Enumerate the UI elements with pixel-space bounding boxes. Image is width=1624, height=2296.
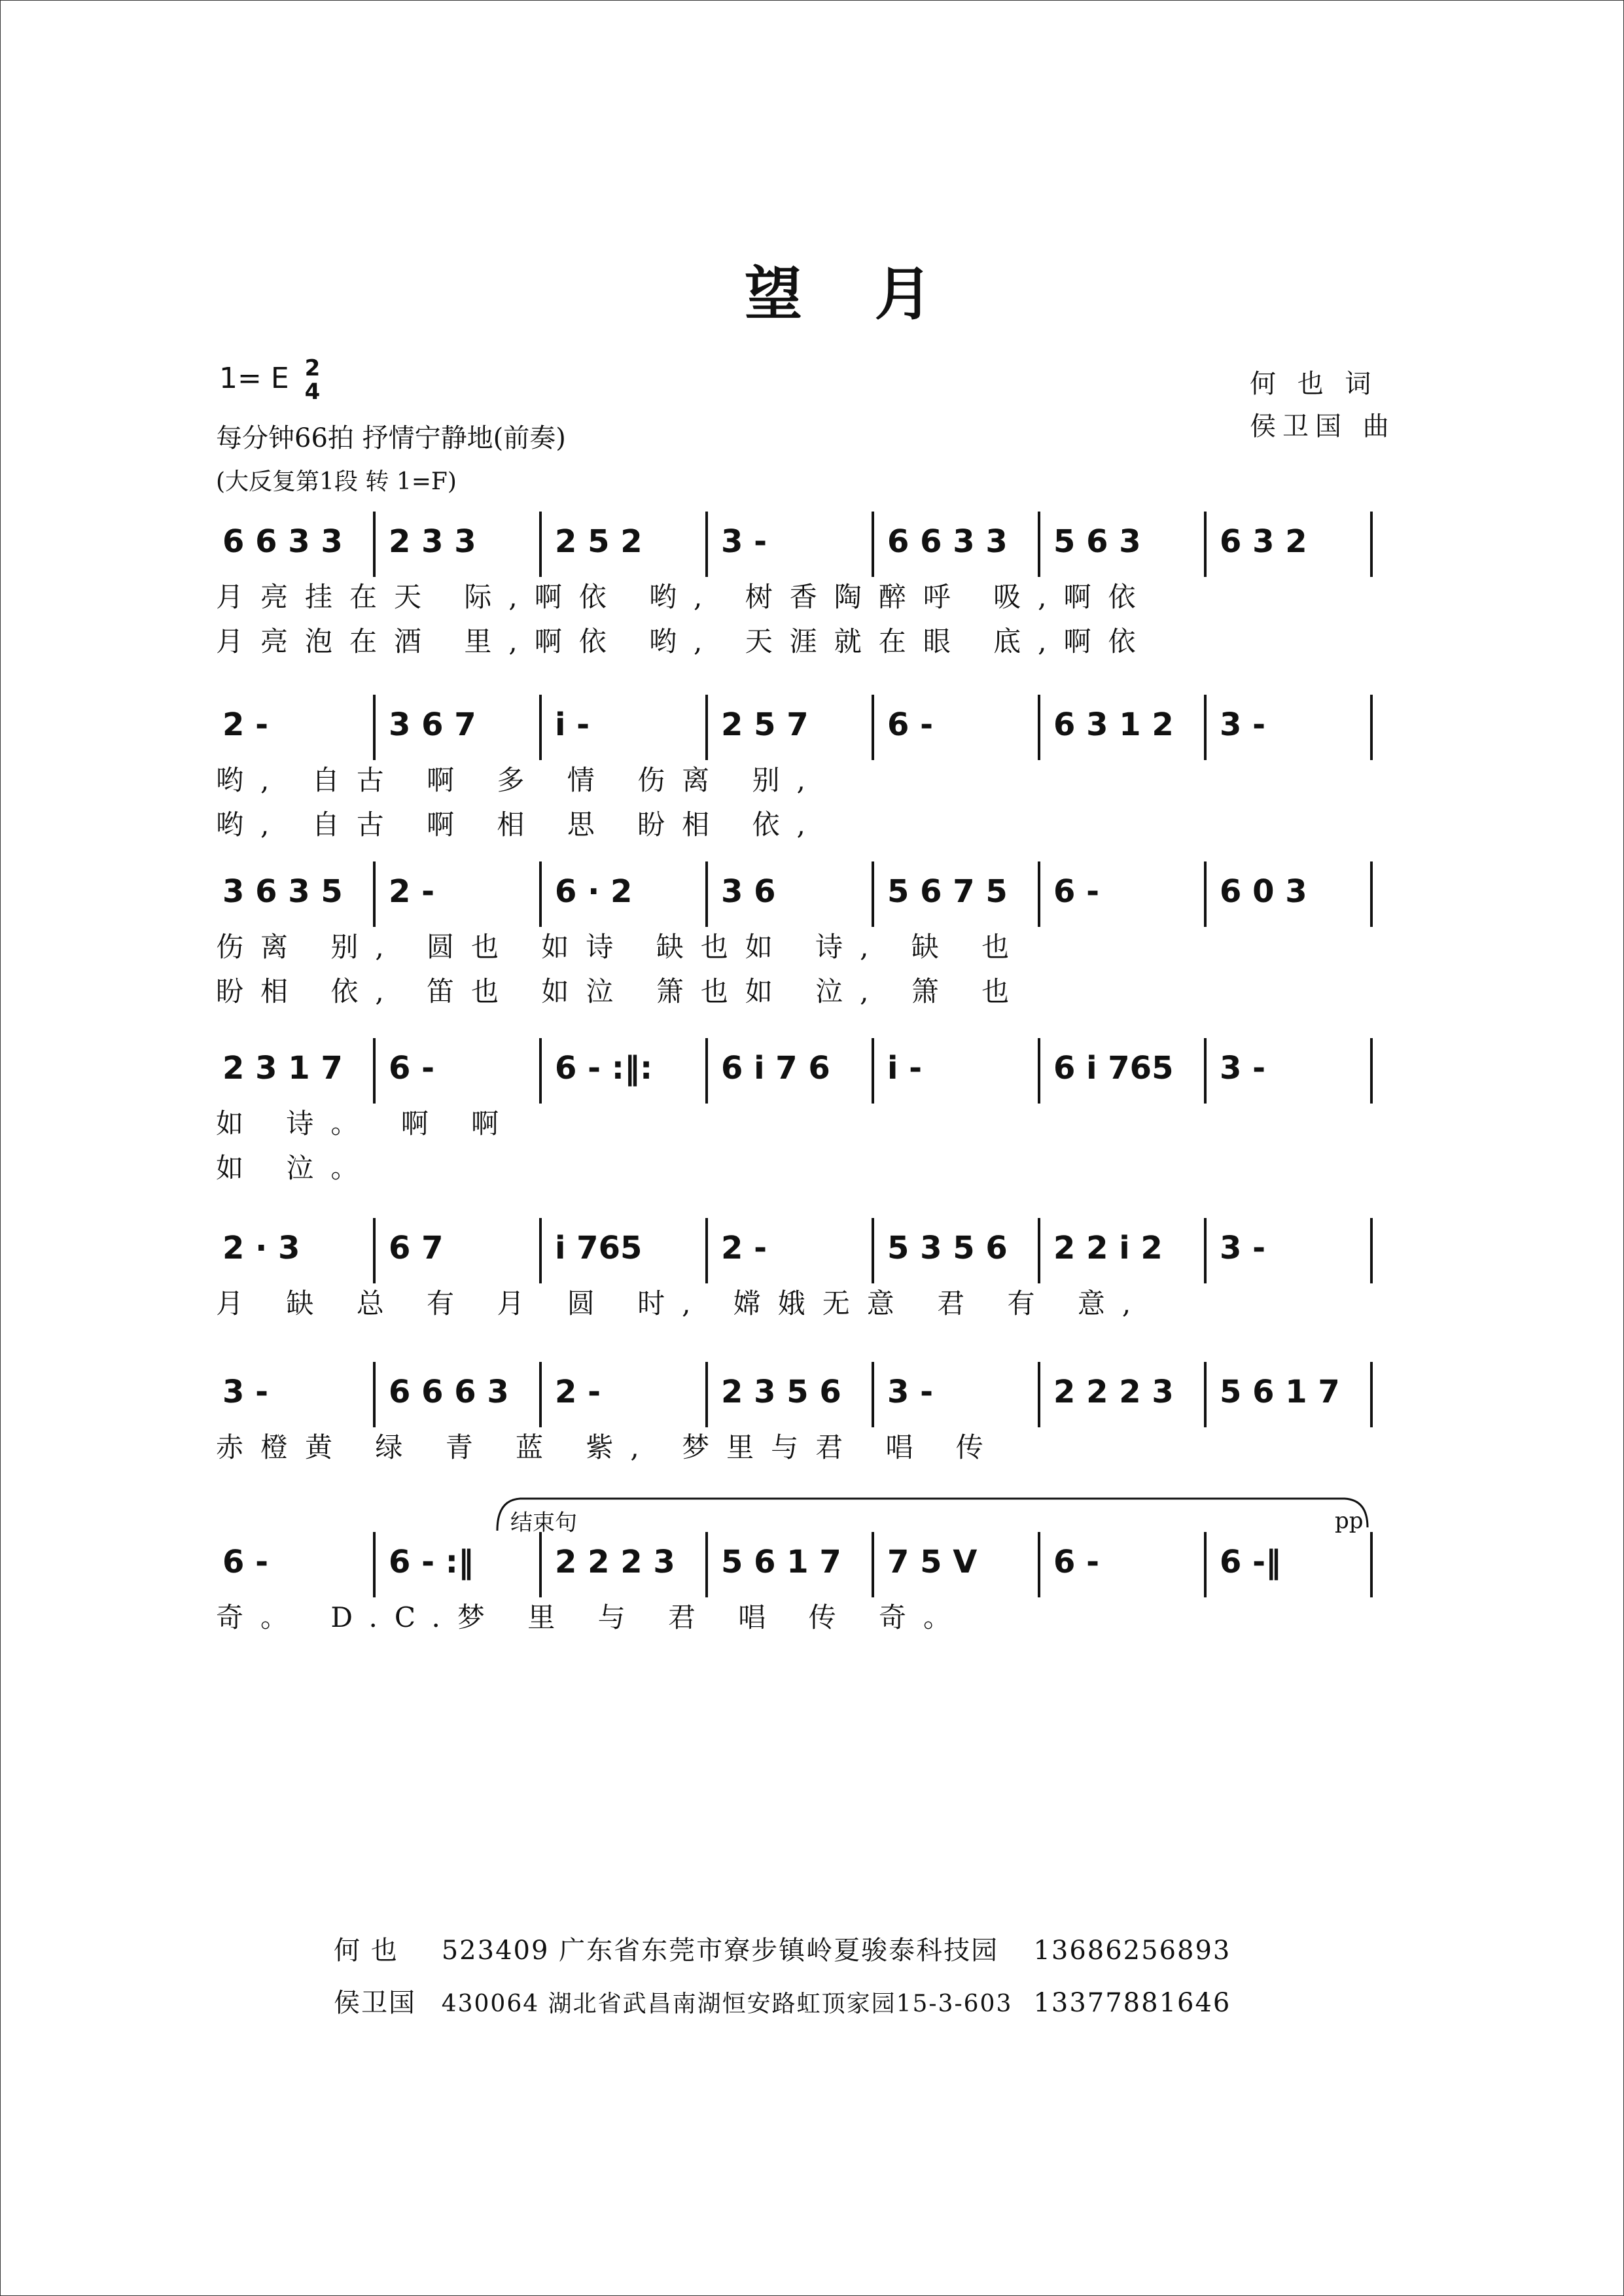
bar-line xyxy=(872,695,874,760)
bar-line xyxy=(539,1362,542,1427)
measure: 6 - xyxy=(1053,873,1100,910)
bar-line xyxy=(1204,1362,1207,1427)
measure: 2 - xyxy=(555,1374,601,1410)
measure: 3 - xyxy=(721,523,768,560)
note-row xyxy=(216,873,1381,926)
measure: 6 i 765 xyxy=(1053,1050,1174,1087)
bar-line xyxy=(539,1532,542,1597)
measure: 5 6 7 5 xyxy=(887,873,1008,910)
bar-line xyxy=(872,512,874,577)
lyric-line: 奇。 D.C.梦 里 与 君 唱 传 奇。 xyxy=(216,1601,968,1633)
measure: 6 6 6 3 xyxy=(389,1374,509,1410)
bar-line xyxy=(1038,1038,1040,1104)
bar-line xyxy=(705,1218,708,1283)
measure: 3 6 xyxy=(721,873,776,910)
bar-line xyxy=(705,861,708,927)
time-signature xyxy=(305,357,321,404)
measure: 3 6 7 xyxy=(389,706,476,743)
page-title: 望 月 xyxy=(745,260,959,328)
bar-line xyxy=(872,1038,874,1104)
bar-line xyxy=(705,1362,708,1427)
measure: 6 - xyxy=(1053,1544,1100,1580)
bar-line xyxy=(872,1532,874,1597)
lyric-line: 如 诗。 啊 啊 xyxy=(216,1107,516,1139)
bar-line xyxy=(1038,1362,1040,1427)
note-row xyxy=(216,706,1381,759)
measure: 6 - xyxy=(222,1544,269,1580)
bar-line xyxy=(1370,1038,1373,1104)
bar-line xyxy=(1370,861,1373,927)
key-signature xyxy=(219,357,320,404)
measure: 2 5 7 xyxy=(721,706,809,743)
measure: 2 3 1 7 xyxy=(222,1050,343,1087)
bar-line xyxy=(872,861,874,927)
measure: 2 3 5 6 xyxy=(721,1374,841,1410)
tempo-marking: 每分钟66拍 抒情宁静地(前奏) xyxy=(216,423,566,453)
bar-line xyxy=(373,1038,376,1104)
measure: 6 -‖ xyxy=(1220,1544,1282,1580)
bar-line xyxy=(1204,1532,1207,1597)
measure: 3 - xyxy=(1220,1230,1266,1266)
key-label: 1= E xyxy=(219,362,289,395)
note-row xyxy=(216,1374,1381,1426)
measure: 6 6 3 3 xyxy=(887,523,1008,560)
measure: i - xyxy=(555,706,590,743)
measure: 6 0 3 xyxy=(1220,873,1307,910)
bar-line xyxy=(1370,1218,1373,1283)
footer-address-2: 430064 湖北省武昌南湖恒安路虹顶家园15-3-603 xyxy=(441,1991,1013,2017)
measure: 6 - :‖: xyxy=(555,1050,653,1087)
measure: 3 - xyxy=(1220,1050,1266,1087)
note-row xyxy=(216,1050,1381,1102)
measure: 6 7 xyxy=(389,1230,444,1266)
lyric-line: 月亮挂在天 际,啊依 哟, 树香陶醉呼 吸,啊依 xyxy=(216,581,1153,613)
footer-name-2: 侯卫国 xyxy=(334,1988,416,2018)
measure: 2 2 2 3 xyxy=(555,1544,675,1580)
measure: 6 - xyxy=(887,706,934,743)
bar-line xyxy=(1204,1038,1207,1104)
footer-line-2 xyxy=(334,1982,1231,2019)
measure: 5 6 1 7 xyxy=(1220,1374,1340,1410)
measure: 2 5 2 xyxy=(555,523,643,560)
bar-line xyxy=(539,861,542,927)
note-row xyxy=(216,523,1381,576)
bar-line xyxy=(373,512,376,577)
coda-label: 结束句 xyxy=(510,1510,577,1536)
measure: 6 6 3 3 xyxy=(222,523,343,560)
measure: i - xyxy=(887,1050,923,1087)
lyric-line: 赤橙黄 绿 青 蓝 紫, 梦里与君 唱 传 xyxy=(216,1431,1000,1463)
lyric-line: 哟, 自古 啊 多 情 伤离 别, xyxy=(216,764,822,796)
dynamic-marking: pp xyxy=(1335,1508,1364,1534)
measure: 3 6 3 5 xyxy=(222,873,343,910)
composer: 侯卫国 曲 xyxy=(1250,411,1396,442)
bar-line xyxy=(373,1362,376,1427)
bar-line xyxy=(539,1218,542,1283)
lyric-line: 如 泣。 xyxy=(216,1152,376,1184)
lyric-line: 哟, 自古 啊 相 思 盼相 依, xyxy=(216,809,822,841)
measure: 6 3 1 2 xyxy=(1053,706,1174,743)
bar-line xyxy=(1204,695,1207,760)
measure: 5 3 5 6 xyxy=(887,1230,1008,1266)
footer-name-1: 何 也 xyxy=(334,1936,398,1966)
bar-line xyxy=(539,1038,542,1104)
measure: 7 5 V xyxy=(887,1544,978,1580)
bar-line xyxy=(1038,1218,1040,1283)
measure: 5 6 3 xyxy=(1053,523,1141,560)
lyric-line: 月亮泡在酒 里,啊依 哟, 天涯就在眼 底,啊依 xyxy=(216,625,1153,657)
bar-line xyxy=(872,1362,874,1427)
bar-line xyxy=(1038,512,1040,577)
bar-line xyxy=(1038,861,1040,927)
measure: 6 · 2 xyxy=(555,873,633,910)
lyric-line: 月 缺 总 有 月 圆 时, 嫦娥无意 君 有 意, xyxy=(216,1287,1148,1319)
bar-line xyxy=(1038,695,1040,760)
measure: 6 - xyxy=(389,1050,435,1087)
measure: 3 - xyxy=(887,1374,934,1410)
time-denominator: 4 xyxy=(304,379,321,405)
bar-line xyxy=(539,695,542,760)
coda-bracket xyxy=(494,1495,1371,1534)
bar-line xyxy=(1370,512,1373,577)
measure: 2 2 i 2 xyxy=(1053,1230,1163,1266)
measure: i 765 xyxy=(555,1230,643,1266)
measure: 5 6 1 7 xyxy=(721,1544,841,1580)
note-row xyxy=(216,1544,1381,1596)
bar-line xyxy=(1204,1218,1207,1283)
bar-line xyxy=(705,695,708,760)
bar-line xyxy=(373,1218,376,1283)
measure: 2 3 3 xyxy=(389,523,476,560)
footer-phone-1: 13686256893 xyxy=(1033,1936,1231,1966)
bar-line xyxy=(373,695,376,760)
measure: 2 2 2 3 xyxy=(1053,1374,1174,1410)
time-numerator: 2 xyxy=(304,355,321,381)
measure: 2 - xyxy=(389,873,435,910)
measure: 3 - xyxy=(1220,706,1266,743)
footer-phone-2: 13377881646 xyxy=(1033,1988,1231,2018)
bar-line xyxy=(1038,1532,1040,1597)
lyric-line: 伤离 别, 圆也 如诗 缺也如 诗, 缺 也 xyxy=(216,931,1027,963)
bar-line xyxy=(872,1218,874,1283)
measure: 2 · 3 xyxy=(222,1230,300,1266)
bar-line xyxy=(1370,695,1373,760)
lyric-line: 盼相 依, 笛也 如泣 箫也如 泣, 箫 也 xyxy=(216,975,1027,1007)
footer-line-1 xyxy=(334,1930,1231,1967)
bar-line xyxy=(1370,1362,1373,1427)
measure: 2 - xyxy=(222,706,269,743)
bar-line xyxy=(1204,861,1207,927)
note-row xyxy=(216,1230,1381,1282)
repeat-note: (大反复第1段 转 1=F) xyxy=(216,468,457,495)
footer-address-1: 523409 广东省东莞市寮步镇岭夏骏泰科技园 xyxy=(441,1936,999,1966)
bar-line xyxy=(705,512,708,577)
bar-line xyxy=(1204,512,1207,577)
bar-line xyxy=(373,861,376,927)
measure: 6 3 2 xyxy=(1220,523,1307,560)
measure: 6 i 7 6 xyxy=(721,1050,830,1087)
measure: 6 - :‖ xyxy=(389,1544,474,1580)
bar-line xyxy=(1370,1532,1373,1597)
bar-line xyxy=(705,1532,708,1597)
lyricist: 何 也 词 xyxy=(1250,369,1378,399)
bar-line xyxy=(539,512,542,577)
measure: 2 - xyxy=(721,1230,768,1266)
bar-line xyxy=(705,1038,708,1104)
measure: 3 - xyxy=(222,1374,269,1410)
bar-line xyxy=(373,1532,376,1597)
